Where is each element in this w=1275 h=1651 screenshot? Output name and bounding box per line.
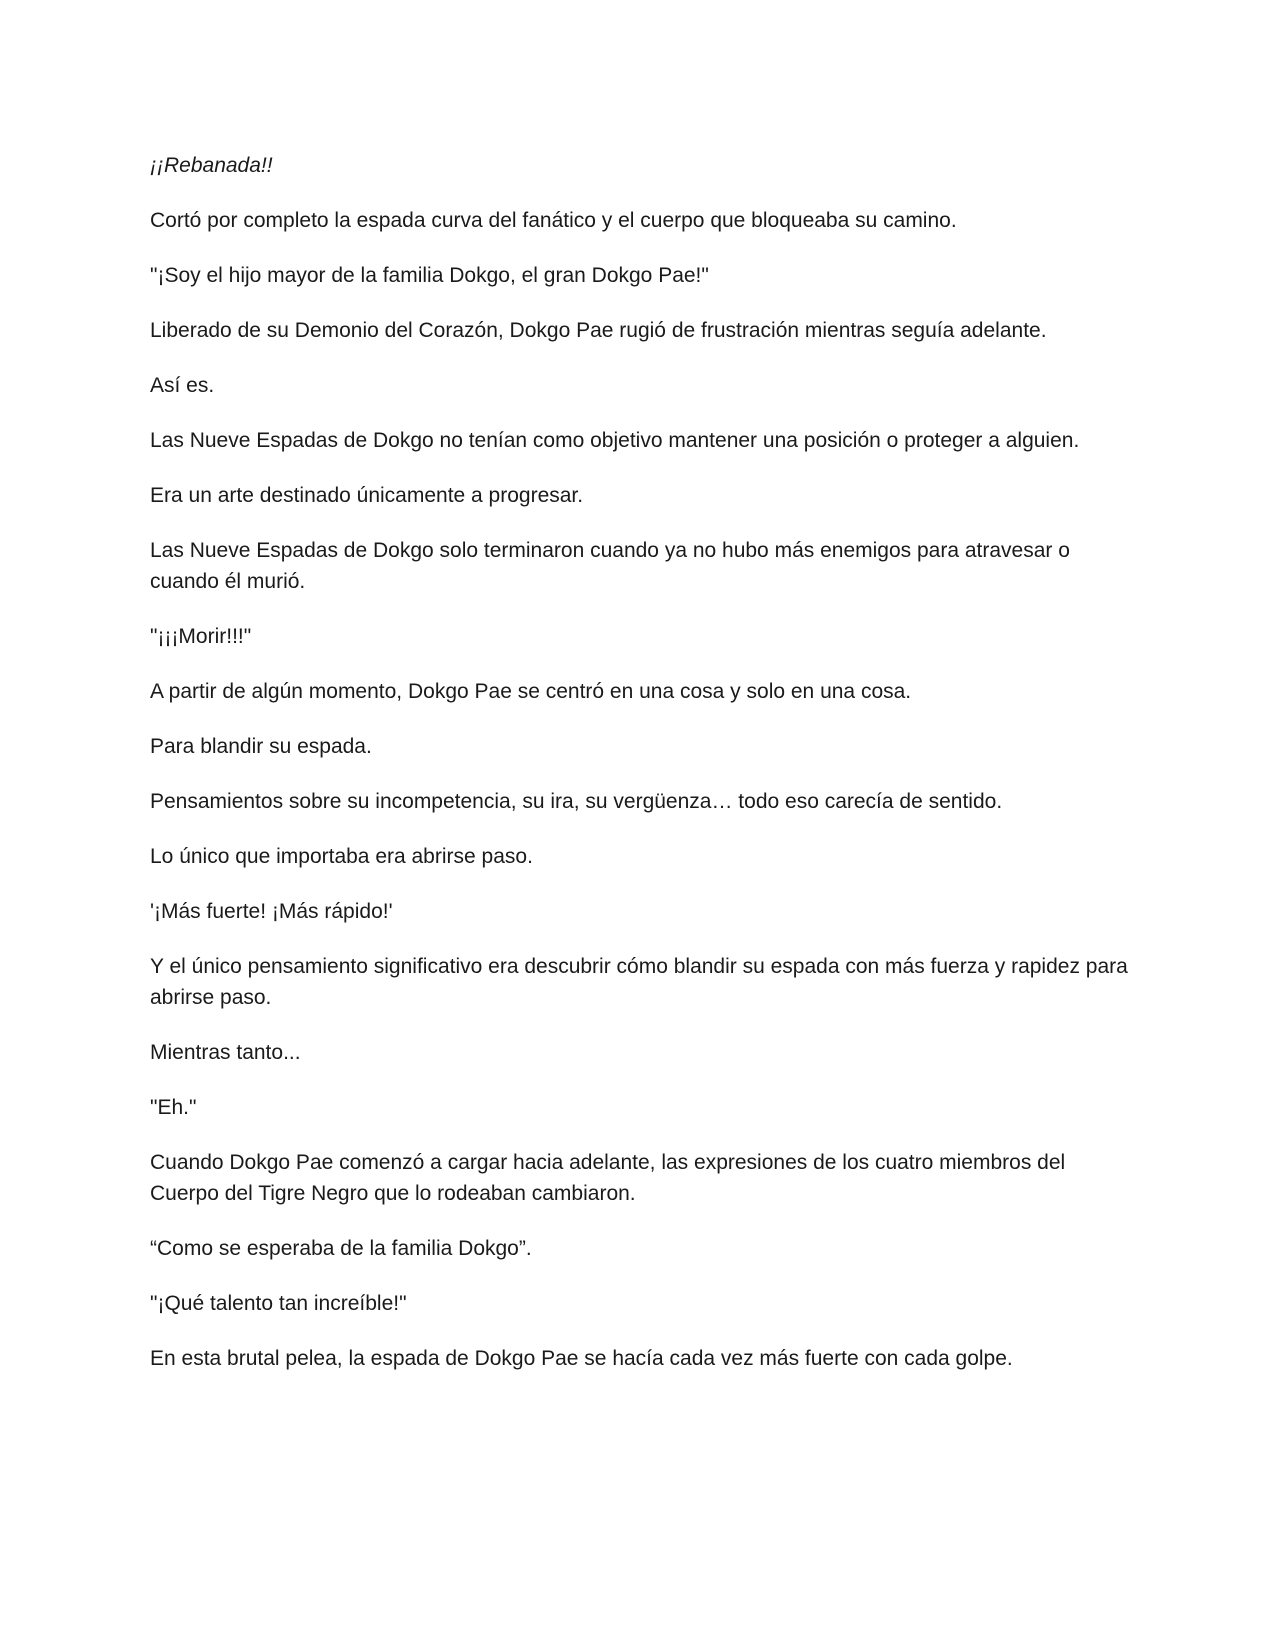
document-page [150,150,1130,1398]
paragraph-5: Así es. [150,374,215,397]
paragraph-9: "¡¡¡Morir!!!" [150,625,252,648]
paragraph-4: Liberado de su Demonio del Corazón, Dokgo Pae rugió de frustración mientras seguía adelante. [150,319,1047,342]
paragraph-12: Pensamientos sobre su incompetencia, su ira, su vergüenza… todo eso carecía de sentido. [150,790,1003,813]
paragraph-20: "¡Qué talento tan increíble!" [150,1292,407,1315]
paragraph-8: Las Nueve Espadas de Dokgo solo terminaron cuando ya no hubo más enemigos para atravesar o cuando él murió. [150,539,1070,593]
paragraph-6: Las Nueve Espadas de Dokgo no tenían como objetivo mantener una posición o proteger a alguien. [150,429,1080,452]
paragraph-16: Mientras tanto... [150,1041,301,1064]
paragraph-18: Cuando Dokgo Pae comenzó a cargar hacia adelante, las expresiones de los cuatro miembros del Cuerpo del Tigre Negro que lo rodeaban cambiaron. [150,1151,1066,1205]
paragraph-3: "¡Soy el hijo mayor de la familia Dokgo, el gran Dokgo Pae!" [150,264,709,287]
paragraph-11: Para blandir su espada. [150,735,372,758]
paragraph-10: A partir de algún momento, Dokgo Pae se centró en una cosa y solo en una cosa. [150,680,912,703]
paragraph-7: Era un arte destinado únicamente a progresar. [150,484,584,507]
paragraph-1: ¡¡Rebanada!! [150,154,273,177]
paragraph-15: Y el único pensamiento significativo era descubrir cómo blandir su espada con más fuerza y rapidez para abrirse paso. [150,955,1128,1009]
paragraph-21: En esta brutal pelea, la espada de Dokgo Pae se hacía cada vez más fuerte con cada golpe. [150,1347,1013,1370]
paragraph-19: “Como se esperaba de la familia Dokgo”. [150,1237,532,1260]
paragraph-14: '¡Más fuerte! ¡Más rápido!' [150,900,393,923]
paragraph-17: "Eh." [150,1096,197,1119]
paragraph-13: Lo único que importaba era abrirse paso. [150,845,533,868]
paragraph-2: Cortó por completo la espada curva del fanático y el cuerpo que bloqueaba su camino. [150,209,957,232]
